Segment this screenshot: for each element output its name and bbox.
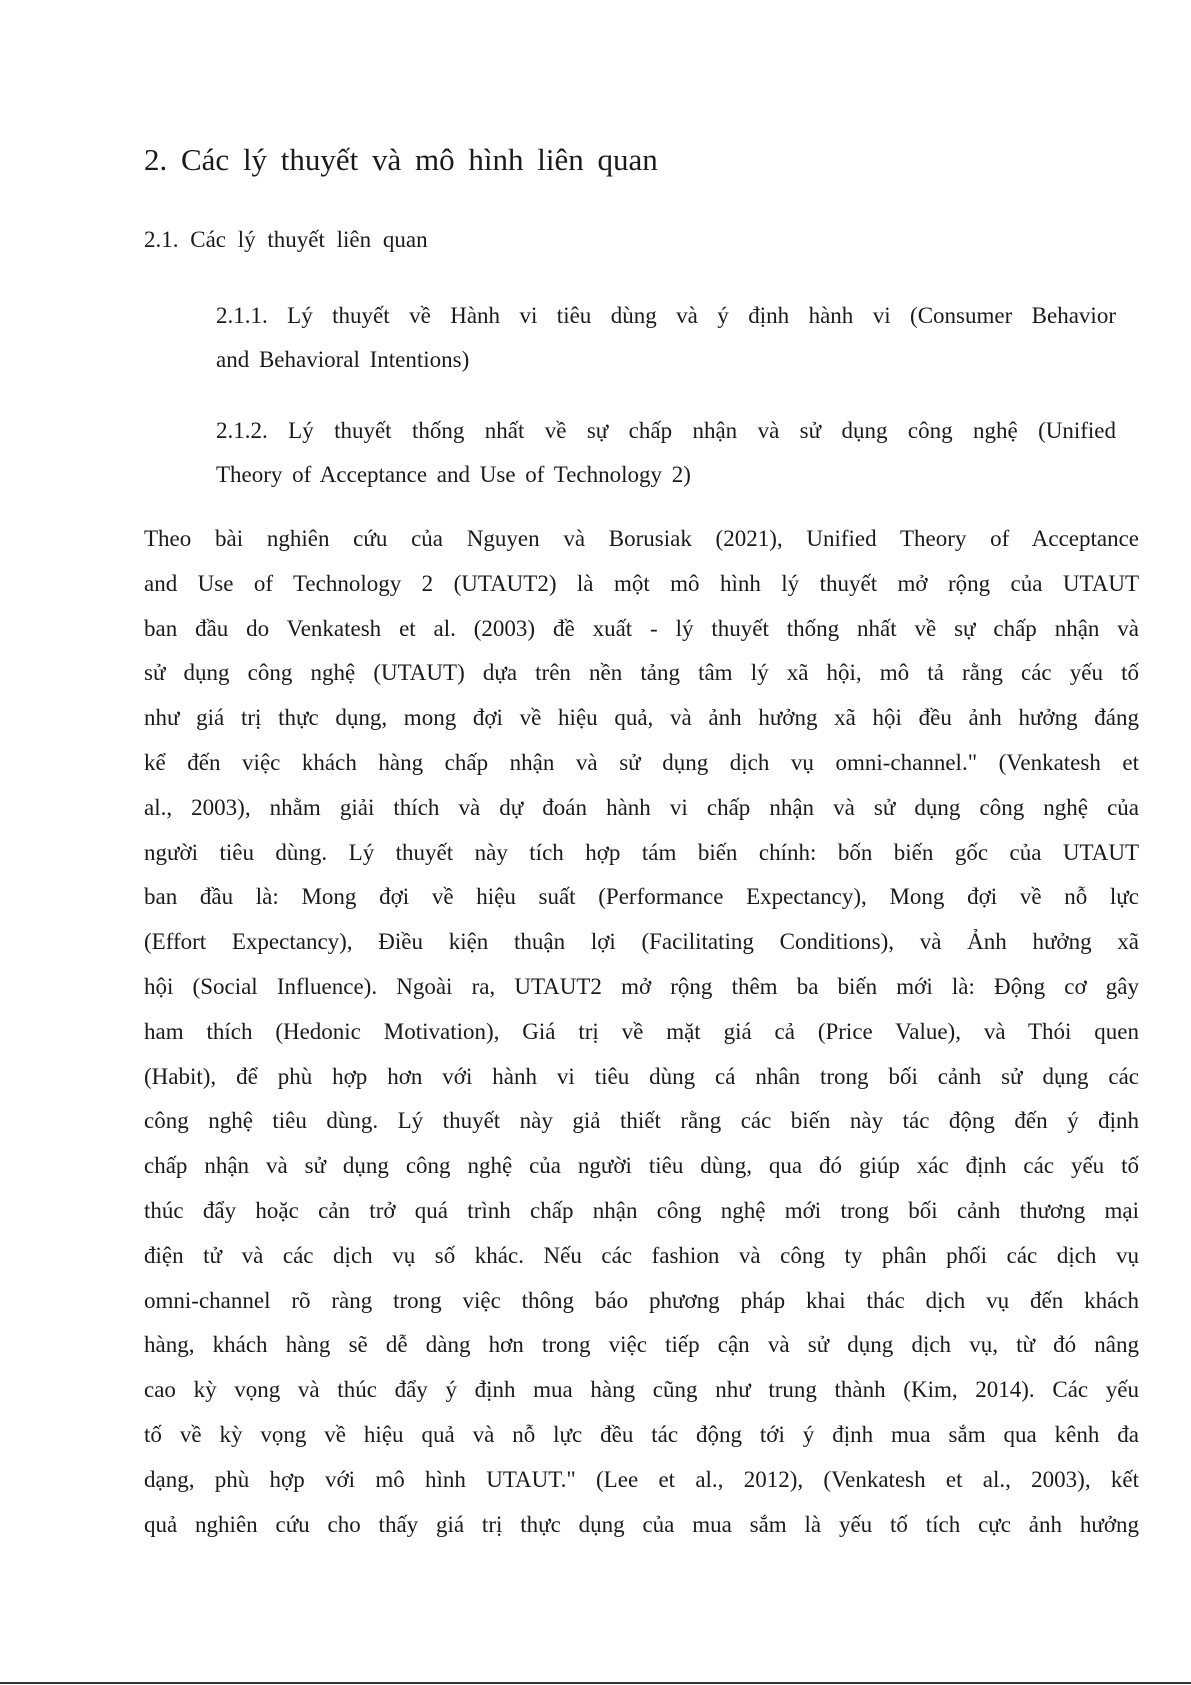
heading-line: and Behavioral Intentions)	[216, 347, 470, 372]
paragraph-line: người tiêu dùng. Lý thuyết này tích hợp tám biến chính: bốn biến gốc của UTAUT	[144, 839, 1139, 865]
paragraph-line: (Habit), để phù hợp hơn với hành vi tiêu dùng cá nhân trong bối cảnh sử dụng các	[144, 1063, 1139, 1089]
paragraph-line: công nghệ tiêu dùng. Lý thuyết này giả thiết rằng các biến này tác động đến ý định	[144, 1108, 1139, 1134]
paragraph-line: chấp nhận và sử dụng công nghệ của người tiêu dùng, qua đó giúp xác định các yếu tố	[144, 1153, 1139, 1179]
body-paragraph	[144, 517, 1139, 1547]
paragraph-line: tố về kỳ vọng về hiệu quả và nỗ lực đều tác động tới ý định mua sắm qua kênh đa	[144, 1421, 1139, 1447]
section-heading: 2. Các lý thuyết và mô hình liên quan	[144, 142, 658, 177]
paragraph-line: thúc đẩy hoặc cản trở quá trình chấp nhận công nghệ mới trong bối cảnh thương mại	[144, 1197, 1139, 1223]
paragraph-line: sử dụng công nghệ (UTAUT) dựa trên nền tảng tâm lý xã hội, mô tả rằng các yếu tố	[144, 660, 1139, 686]
paragraph-line: kể đến việc khách hàng chấp nhận và sử dụng dịch vụ omni-channel." (Venkatesh et	[144, 749, 1139, 775]
paragraph-line: omni-channel rõ ràng trong việc thông báo phương pháp khai thác dịch vụ đến khách	[144, 1287, 1139, 1313]
paragraph-line: như giá trị thực dụng, mong đợi về hiệu quả, và ảnh hưởng xã hội đều ảnh hưởng đáng	[144, 705, 1139, 731]
paragraph-line: ban đầu là: Mong đợi về hiệu suất (Performance Expectancy), Mong đợi về nỗ lực	[144, 884, 1139, 910]
paragraph-line: (Effort Expectancy), Điều kiện thuận lợi (Facilitating Conditions), và Ảnh hưởng xã	[144, 929, 1139, 955]
heading-line: Theory of Acceptance and Use of Technology 2)	[216, 462, 691, 487]
page-bottom-rule	[0, 1682, 1191, 1684]
heading-line: 2.1.1. Lý thuyết về Hành vi tiêu dùng và ý định hành vi (Consumer Behavior	[216, 303, 1116, 328]
paragraph-line: al., 2003), nhằm giải thích và dự đoán hành vi chấp nhận và sử dụng công nghệ của	[144, 794, 1139, 820]
paragraph-line: hội (Social Influence). Ngoài ra, UTAUT2 mở rộng thêm ba biến mới là: Động cơ gây	[144, 973, 1139, 999]
paragraph-line: hàng, khách hàng sẽ dễ dàng hơn trong việc tiếp cận và sử dụng dịch vụ, từ đó nâng	[144, 1332, 1139, 1358]
paragraph-line: ban đầu do Venkatesh et al. (2003) đề xuất - lý thuyết thống nhất về sự chấp nhận và	[144, 615, 1139, 641]
paragraph-line: Theo bài nghiên cứu của Nguyen và Borusiak (2021), Unified Theory of Acceptance	[144, 526, 1139, 551]
paragraph-line: cao kỳ vọng và thúc đẩy ý định mua hàng cũng như trung thành (Kim, 2014). Các yếu	[144, 1377, 1139, 1403]
heading-line: 2.1.2. Lý thuyết thống nhất về sự chấp nhận và sử dụng công nghệ (Unified	[216, 418, 1116, 443]
paragraph-line: and Use of Technology 2 (UTAUT2) là một mô hình lý thuyết mở rộng của UTAUT	[144, 570, 1139, 596]
subsection-heading: 2.1. Các lý thuyết liên quan	[144, 227, 428, 252]
subsubsection-heading-2-1-1	[216, 294, 1116, 382]
paragraph-line: dạng, phù hợp với mô hình UTAUT." (Lee et al., 2012), (Venkatesh et al., 2003), kết	[144, 1466, 1139, 1492]
subsubsection-heading-2-1-2	[216, 409, 1116, 497]
paragraph-line: ham thích (Hedonic Motivation), Giá trị về mặt giá cả (Price Value), và Thói quen	[144, 1018, 1139, 1044]
paragraph-line: điện tử và các dịch vụ số khác. Nếu các fashion và công ty phân phối các dịch vụ	[144, 1242, 1139, 1268]
paragraph-line: quả nghiên cứu cho thấy giá trị thực dụng của mua sắm là yếu tố tích cực ảnh hưởng	[144, 1511, 1139, 1537]
